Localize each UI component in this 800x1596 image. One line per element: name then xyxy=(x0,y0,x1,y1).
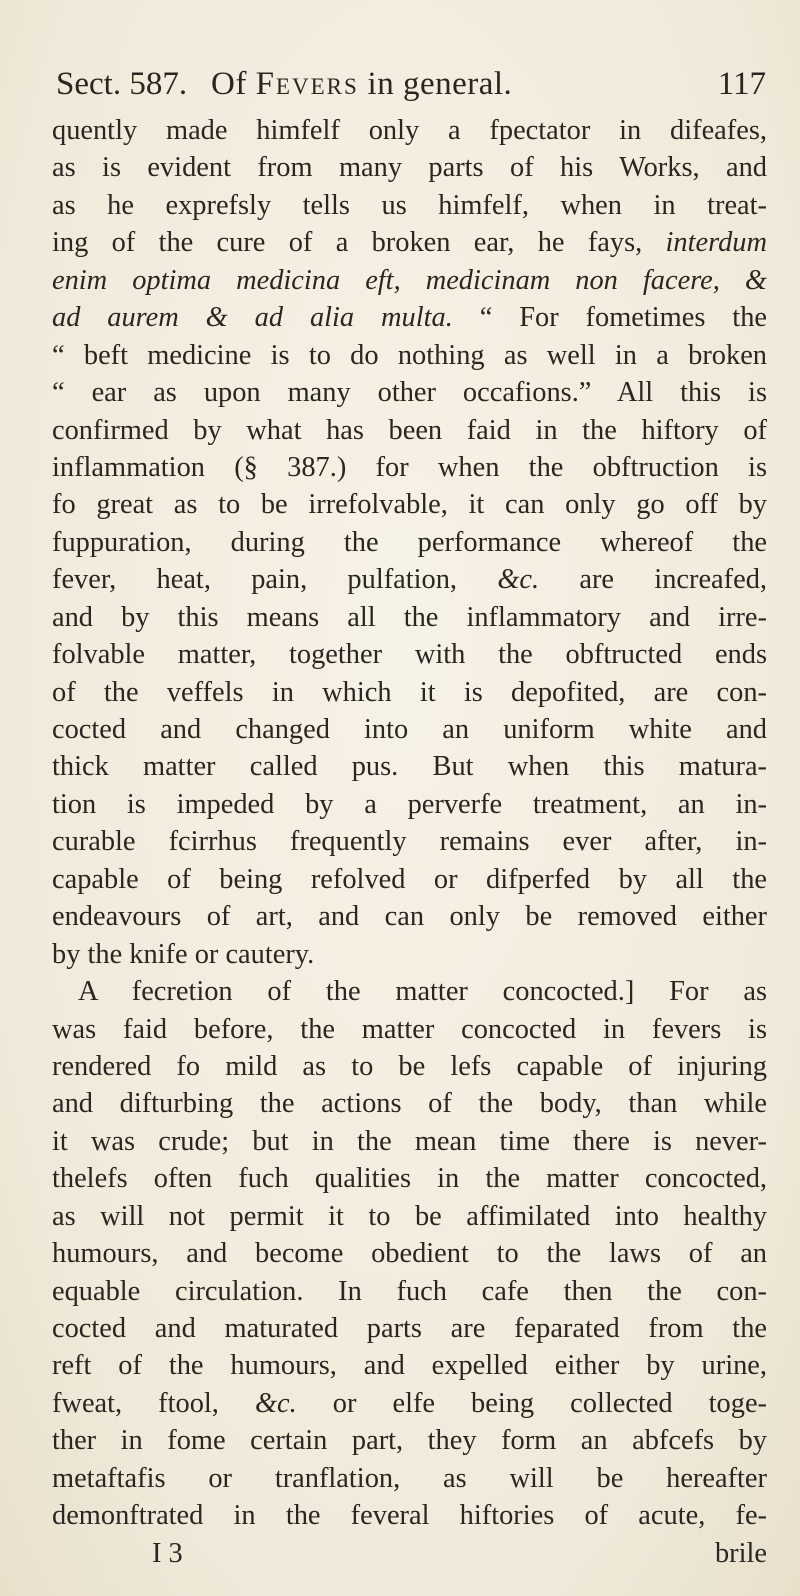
footer-line xyxy=(52,1535,767,1572)
catchword: brile xyxy=(714,1537,767,1569)
text-line: fever, heat, pain, pulfation, &c. are increafed, xyxy=(52,564,767,596)
page-number: 117 xyxy=(717,66,766,102)
text-line: capable of being refolved or difperfed by all the xyxy=(52,863,767,895)
text-line: folvable matter, together with the obftructed ends xyxy=(52,639,767,671)
text-line: endeavours of art, and can only be removed either xyxy=(52,901,767,933)
text-line: and difturbing the actions of the body, than while xyxy=(52,1088,767,1120)
text-line: ther in fome certain part, they form an abfcefs by xyxy=(52,1425,767,1457)
text-line: tion is impeded by a perverfe treatment, an in- xyxy=(52,788,767,820)
text-line: rendered fo mild as to be lefs capable of injuring xyxy=(52,1050,767,1082)
text-line: inflammation (§ 387.) for when the obftruction is xyxy=(52,451,767,483)
signature-mark: I 3 xyxy=(152,1537,183,1569)
text-line: equable circulation. In fuch cafe then the con- xyxy=(52,1275,767,1307)
text-line: quently made himfelf only a fpectator in difeafes, xyxy=(52,115,767,146)
text-line: reft of the humours, and expelled either by urine, xyxy=(52,1350,767,1382)
text-line: and by this means all the inflammatory and irre- xyxy=(52,601,767,633)
text-line: fo great as to be irrefolvable, it can only go off by xyxy=(52,489,767,521)
text-line: metaftafis or tranflation, as will be hereafter xyxy=(52,1462,767,1494)
running-title: Of Fevers in general. xyxy=(211,66,513,102)
text-line: it was crude; but in the mean time there is never- xyxy=(52,1125,767,1157)
body-text xyxy=(52,112,767,1572)
text-line: as is evident from many parts of his Works, and xyxy=(52,152,767,184)
text-line: “ beft medicine is to do nothing as well in a broken xyxy=(52,339,767,371)
text-line: ad aurem & ad alia multa. “ For fometimes the xyxy=(52,302,767,334)
text-line: was faid before, the matter concocted in fevers is xyxy=(52,1013,767,1045)
text-line-latin: enim optima medicina eft, medicinam non facere, & xyxy=(52,264,767,296)
text-line: confirmed by what has been faid in the hiftory of xyxy=(52,414,767,446)
text-line: as he exprefsly tells us himfelf, when in treat- xyxy=(52,189,767,221)
text-line-paragraph-start: A fecretion of the matter concocted.] For as xyxy=(78,976,767,1008)
running-title-caps: Fevers xyxy=(255,66,359,102)
text-line: fuppuration, during the performance whereof the xyxy=(52,526,767,558)
running-header xyxy=(56,66,766,116)
text-line: curable fcirrhus frequently remains ever after, in- xyxy=(52,826,767,858)
text-line: by the knife or cautery. xyxy=(52,938,315,970)
text-line: cocted and maturated parts are feparated from the xyxy=(52,1313,767,1344)
text-line: thelefs often fuch qualities in the matter concocted, xyxy=(52,1163,767,1195)
text-line: humours, and become obedient to the laws of an xyxy=(52,1238,767,1270)
text-line: “ ear as upon many other occafions.” All this is xyxy=(52,377,767,409)
text-line: demonftrated in the feveral hiftories of acute, fe- xyxy=(52,1500,767,1532)
text-line: cocted and changed into an uniform white and xyxy=(52,714,767,745)
text-line: of the veffels in which it is depofited, are con- xyxy=(52,676,767,708)
text-line: as will not permit it to be affimilated into healthy xyxy=(52,1200,767,1232)
section-number: Sect. 587. xyxy=(56,66,188,102)
text-line: thick matter called pus. But when this matura- xyxy=(52,751,767,783)
text-line: fweat, ftool, &c. or elfe being collected toge- xyxy=(52,1387,767,1419)
text-line: ing of the cure of a broken ear, he fays, interdum xyxy=(52,227,767,259)
